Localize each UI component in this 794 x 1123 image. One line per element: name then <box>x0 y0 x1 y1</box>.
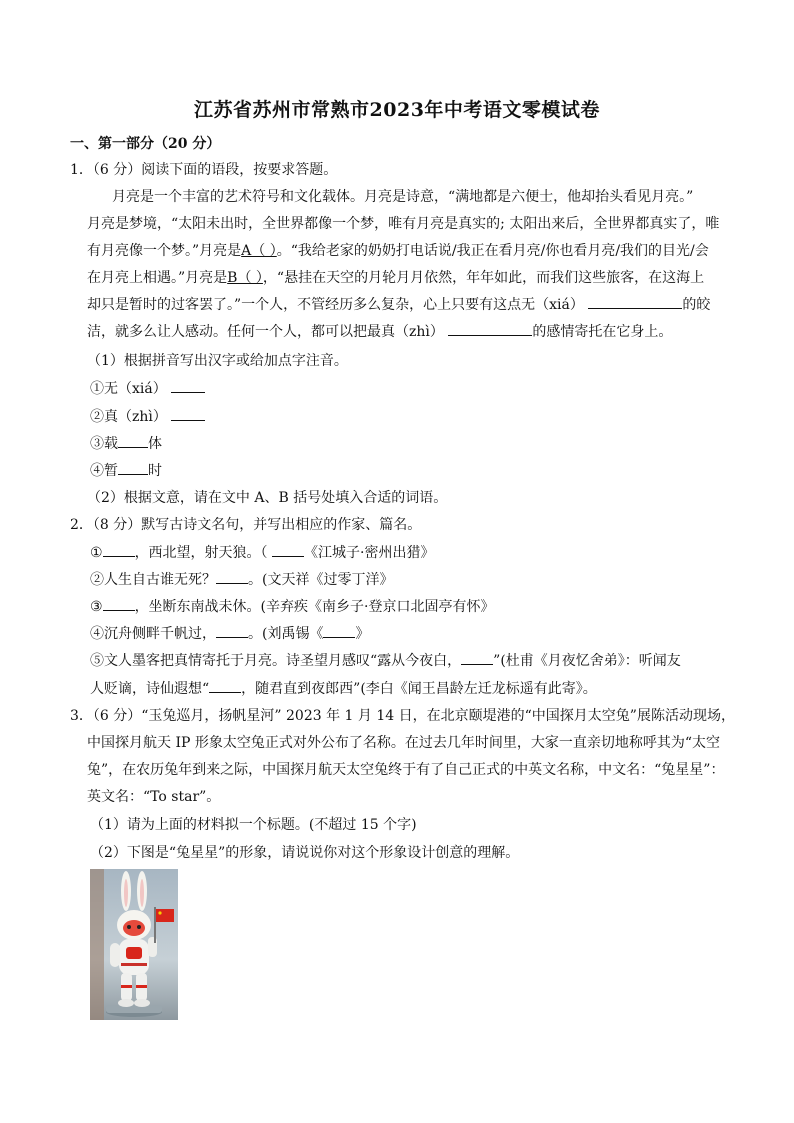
answer-blank[interactable] <box>103 596 135 611</box>
rabbit-illustration <box>90 869 178 1020</box>
text-run: 人贬谪，诗仙遐想“ <box>90 681 210 697</box>
text-run: ③ <box>90 599 103 615</box>
rabbit-figure-photo <box>90 869 178 1020</box>
text-run: ，“悬挂在天空的月轮月月依然，年年如此，而我们这些旅客，在这海上 <box>262 270 705 286</box>
text-run: ，西北望，射天狼。（ <box>134 545 268 561</box>
text-run: 有月亮像一个梦。”月亮是 <box>87 243 242 259</box>
blank-b[interactable]: B（ ） <box>227 270 263 286</box>
q1-para-line <box>87 292 710 319</box>
q1-para-line <box>87 238 709 265</box>
item-label: 时 <box>148 463 162 479</box>
q1-sub-1: （1）根据拼音写出汉字或给加点字注音。 <box>87 353 348 369</box>
text-run: 的皎 <box>682 297 711 313</box>
answer-blank[interactable] <box>118 433 148 448</box>
text-run: ④沉舟侧畔千帆过， <box>90 626 216 642</box>
q3-line: 中国探月航天 IP 形象太空兔正式对外公布了名称。在过去几年时间里，大家一直亲切地称呼其为“太空 <box>87 735 721 751</box>
text-run: 》 <box>355 626 370 642</box>
q1-item <box>90 458 162 485</box>
q1-para-line <box>87 319 672 346</box>
text-run: 。(文天祥《过零丁洋》 <box>248 572 394 588</box>
text-run: ，坐断东南战未休。(辛弃疾《南乡子·登京口北固亭有怀》 <box>134 599 495 615</box>
text-run: 洁，就多么让人感动。任何一个人，都可以把最真（zhì） <box>87 324 444 340</box>
text-run: 的感情寄托在它身上。 <box>532 324 673 340</box>
text-run: 。“我给老家的奶奶打电话说/我正在看月亮/你也看月亮/我们的目光/会 <box>276 243 709 259</box>
answer-blank[interactable] <box>448 321 532 336</box>
text-run: 《江城子·密州出猎》 <box>304 545 435 561</box>
q3-line: 兔”，在农历兔年到来之际，中国探月航天太空兔终于有了自己正式的中英文名称，中文名：“兔星星”： <box>87 762 725 778</box>
text-run: ⑤文人墨客把真情寄托于月亮。诗圣望月感叹“露从今夜白， <box>90 653 462 669</box>
q2-line <box>90 648 681 675</box>
text-run: ① <box>90 545 103 561</box>
blank-a[interactable]: A（ ） <box>241 243 277 259</box>
item-label: ④暂 <box>90 463 118 479</box>
answer-blank[interactable] <box>171 378 205 393</box>
q1-para-line: 月亮是梦境，“太阳未出时，全世界都像一个梦，唯有月亮是真实的; 太阳出来后，全世界都真实了，唯 <box>87 216 720 232</box>
q3-sub-1: （1）请为上面的材料拟一个标题。(不超过 15 个字) <box>90 817 417 833</box>
q2-line <box>90 621 369 648</box>
q2-line <box>90 594 494 621</box>
page-title: 江苏省苏州市常熟市2023年中考语文零模试卷 <box>194 99 600 121</box>
q2-line <box>90 567 393 594</box>
q1-para-line <box>87 265 704 292</box>
q1-sub-2: （2）根据文意，请在文中 A、B 括号处填入合适的词语。 <box>87 490 448 506</box>
answer-blank[interactable] <box>588 294 682 309</box>
text-run: ，随君直到夜郎西”(李白《闻王昌龄左迁龙标遥有此寄》。 <box>241 681 597 697</box>
q3-line: 英文名：“To star”。 <box>87 789 221 805</box>
item-label: ②真（zhì） <box>90 409 167 425</box>
answer-blank[interactable] <box>216 623 248 638</box>
q3-sub-2: （2）下图是“兔星星”的形象，请说说你对这个形象设计创意的理解。 <box>90 845 520 861</box>
question-2-head: 2．（8 分）默写古诗文名句，并写出相应的作家、篇名。 <box>70 517 422 533</box>
question-3-head: 3．（6 分）“玉兔巡月，扬帆星河” 2023 年 1 月 14 日，在北京颐堤港的“中国探月太空兔”展陈活动现场， <box>70 708 735 724</box>
q2-line <box>90 676 597 703</box>
answer-blank[interactable] <box>209 678 241 693</box>
answer-blank[interactable] <box>171 406 205 421</box>
q1-item <box>90 431 162 458</box>
text-run: 。(刘禹锡《 <box>248 626 324 642</box>
text-run: ”(杜甫《月夜忆舍弟》：听闻友 <box>493 653 681 669</box>
answer-blank[interactable] <box>272 542 304 557</box>
item-label: ③载 <box>90 436 118 452</box>
section-heading: 一、第一部分（20 分） <box>70 136 221 152</box>
q1-para-line: 月亮是一个丰富的艺术符号和文化载体。月亮是诗意，“满地都是六便士，他却抬头看见月亮。” <box>112 189 694 205</box>
q2-line <box>90 540 434 567</box>
text-run: 却只是暂时的过客罢了。”一个人，不管经历多么复杂，心上只要有这点无（xiá） <box>87 297 584 313</box>
text-run: ②人生自古谁无死？ <box>90 572 216 588</box>
question-1-head: 1．（6 分）阅读下面的语段，按要求答题。 <box>70 162 338 178</box>
answer-blank[interactable] <box>118 460 148 475</box>
answer-blank[interactable] <box>216 569 248 584</box>
item-label: ①无（xiá） <box>90 381 167 397</box>
q1-item <box>90 376 205 403</box>
answer-blank[interactable] <box>323 623 355 638</box>
answer-blank[interactable] <box>461 650 493 665</box>
text-run: 在月亮上相遇。”月亮是 <box>87 270 228 286</box>
q1-item <box>90 404 205 431</box>
item-label: 体 <box>148 436 162 452</box>
answer-blank[interactable] <box>103 542 135 557</box>
